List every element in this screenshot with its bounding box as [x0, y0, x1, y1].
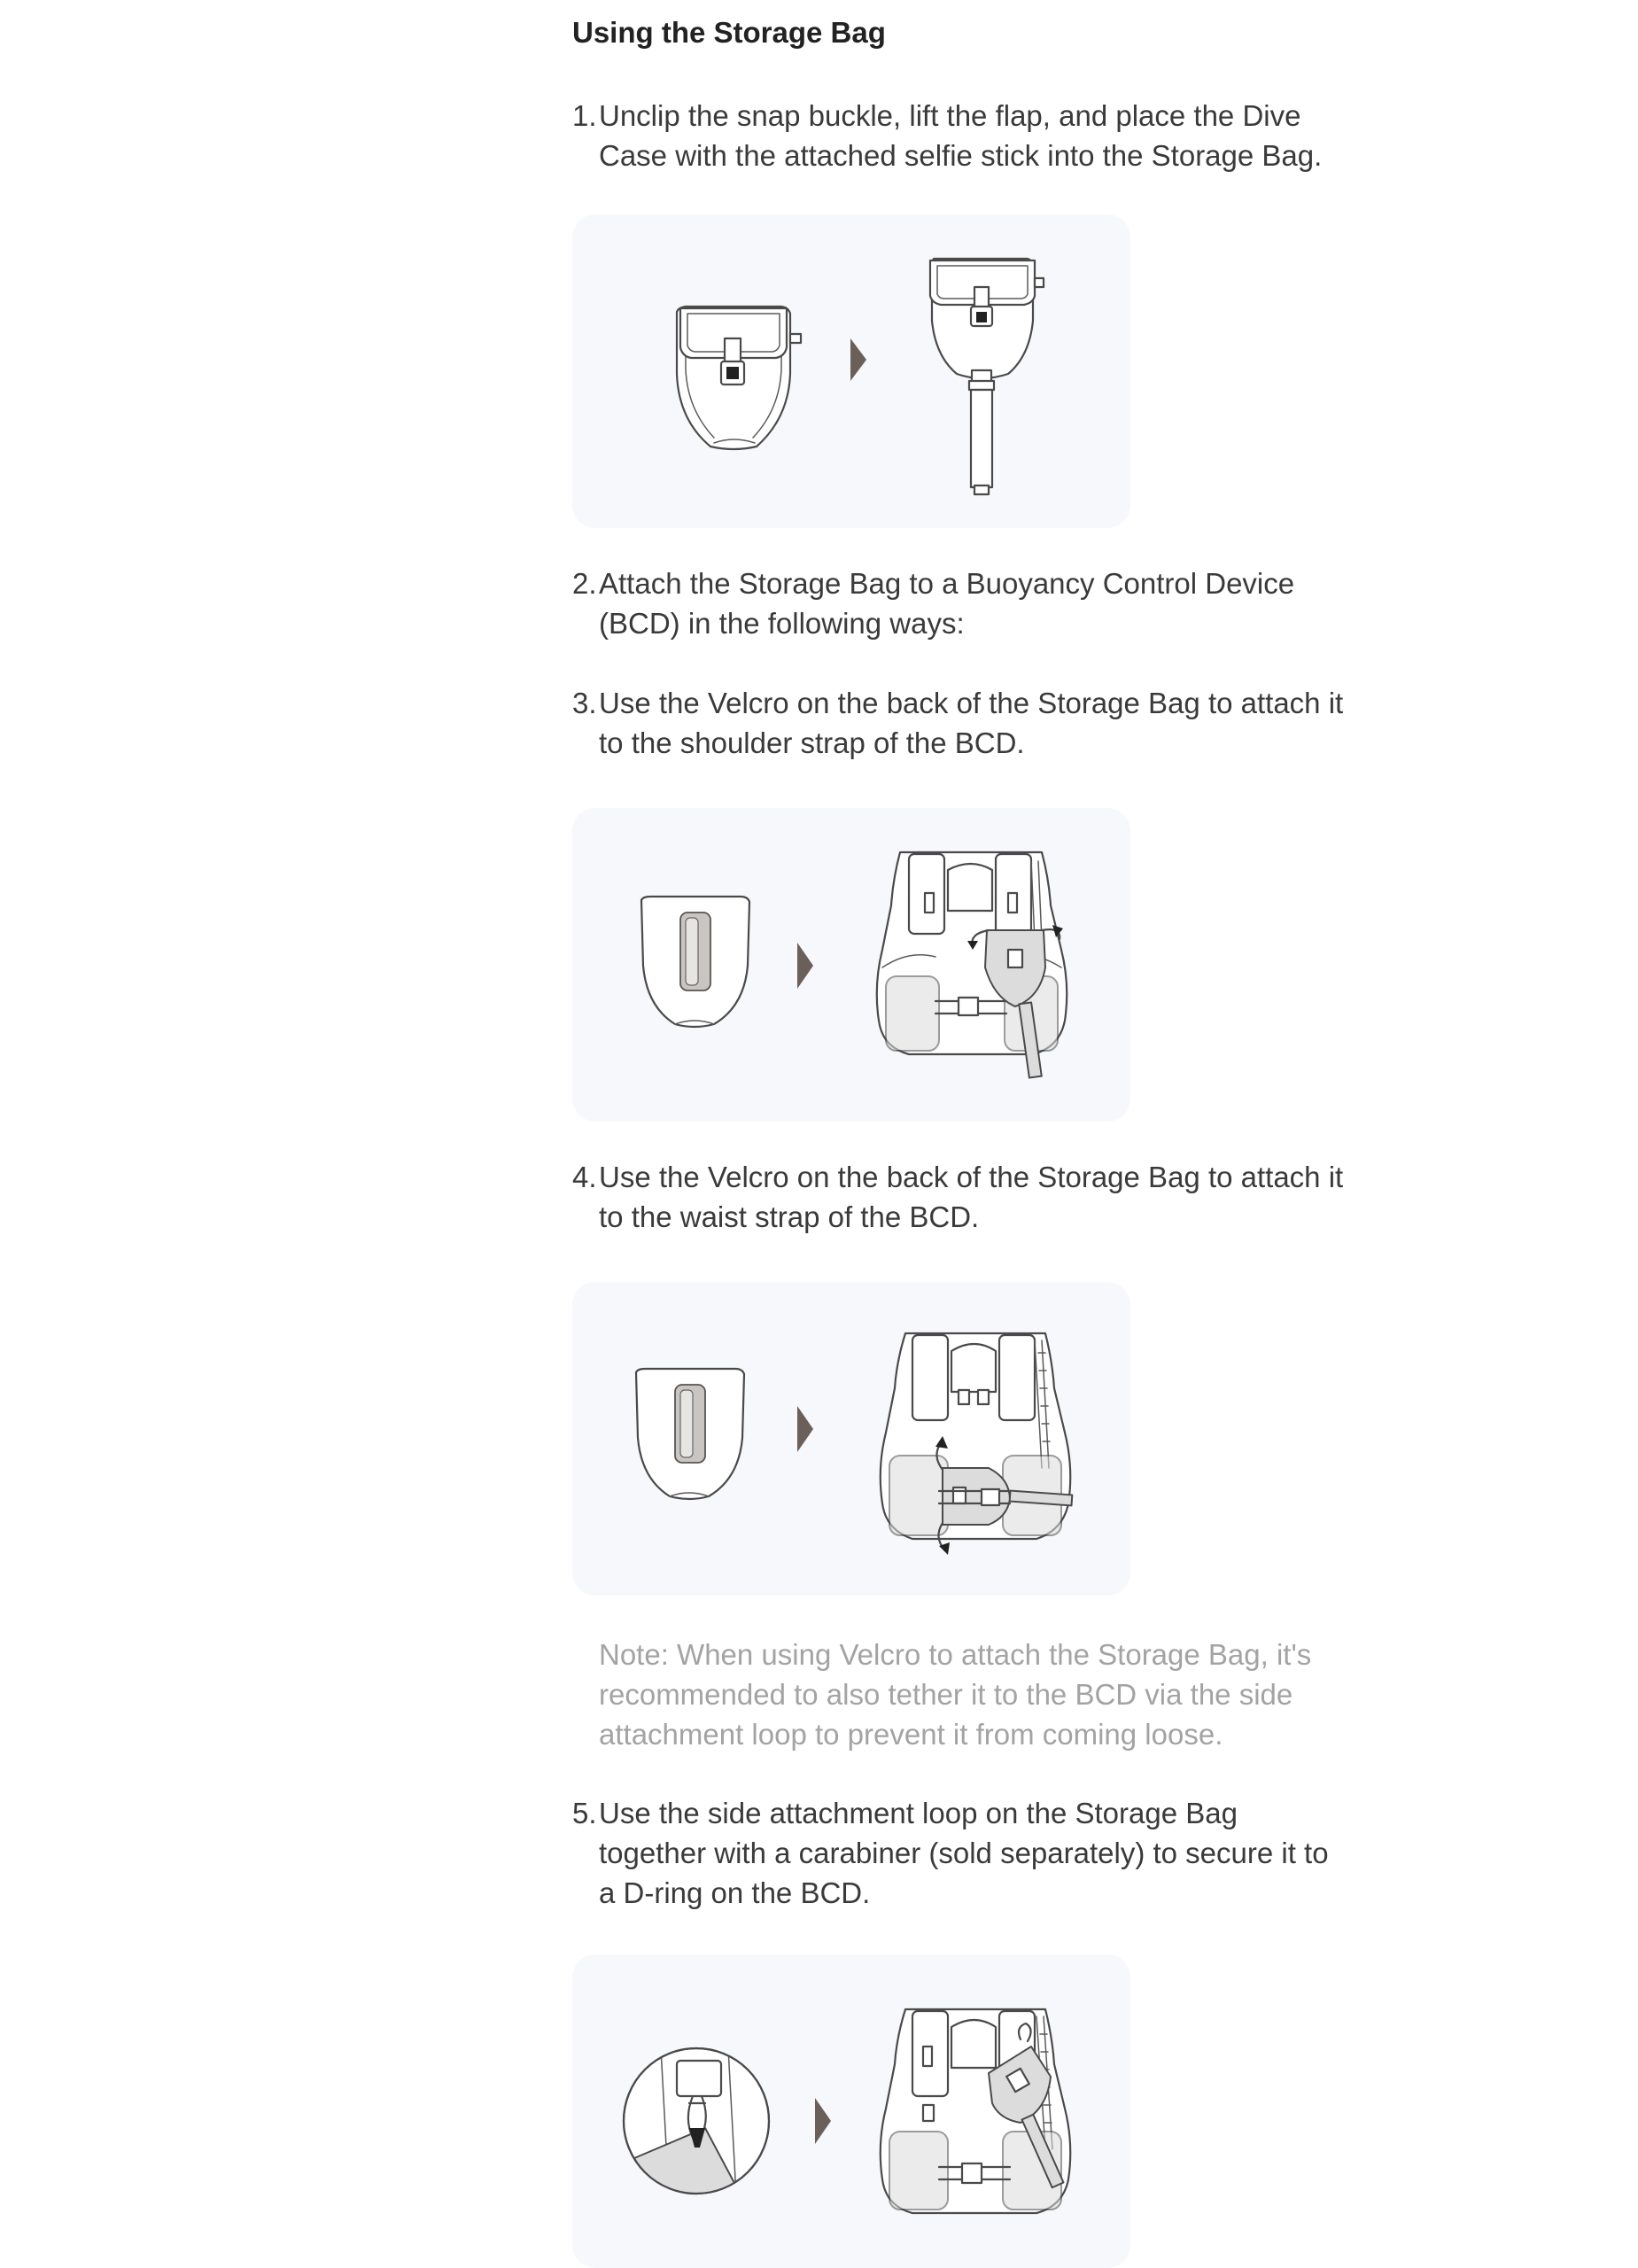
bcd-vest-drawing [881, 1333, 1073, 1555]
arrow-right-icon [797, 1406, 813, 1452]
step-number: 2. [572, 567, 597, 600]
section-title: Using the Storage Bag [572, 16, 886, 49]
bag-back-drawing [636, 1369, 744, 1499]
step-number: 3. [572, 687, 597, 719]
storage-bag-drawing [677, 307, 801, 449]
arrow-right-icon [815, 2098, 831, 2144]
step-number: 5. [572, 1797, 597, 1829]
illustration-shoulder-strap [572, 808, 1130, 1122]
illustration-insert-case [572, 214, 1130, 528]
step-number: 4. [572, 1161, 597, 1193]
step-number: 1. [572, 99, 597, 132]
step-2 [572, 563, 1352, 643]
carabiner-detail-drawing [624, 2048, 769, 2220]
bcd-vest-drawing [881, 2009, 1071, 2213]
step-3 [572, 683, 1352, 763]
step-1 [572, 96, 1352, 175]
step-5 [572, 1793, 1352, 1913]
arrow-right-icon [797, 943, 813, 989]
bag-back-drawing [641, 897, 749, 1027]
waist-strap-illustration [572, 1282, 1130, 1596]
arrow-right-icon [850, 338, 866, 381]
illustration-waist-strap [572, 1282, 1130, 1596]
step-text: Use the Velcro on the back of the Storage Bag to attach it to the waist strap of the BCD. [599, 1161, 1344, 1233]
velcro-note: Note: When using Velcro to attach the Storage Bag, it's recommended to also tether it to the BCD via the side attachment loop to prevent it from coming loose. [599, 1638, 1312, 1751]
illustration-d-ring [572, 1954, 1130, 2268]
shoulder-strap-illustration [572, 808, 1130, 1122]
bcd-vest-drawing [877, 852, 1067, 1078]
bag-with-stick-drawing [930, 259, 1044, 494]
step-text: Unclip the snap buckle, lift the flap, and place the Dive Case with the attached selfie stick into the Storage Bag. [599, 99, 1323, 172]
insert-case-illustration [572, 214, 1130, 528]
step-text: Use the Velcro on the back of the Storage Bag to attach it to the shoulder strap of the BCD. [599, 687, 1344, 759]
d-ring-illustration [572, 1954, 1130, 2268]
step-text: Attach the Storage Bag to a Buoyancy Control Device (BCD) in the following ways: [599, 567, 1295, 640]
step-4 [572, 1157, 1352, 1237]
step-text: Use the side attachment loop on the Storage Bag together with a carabiner (sold separately) to secure it to a D-ring on the BCD. [599, 1797, 1329, 1909]
